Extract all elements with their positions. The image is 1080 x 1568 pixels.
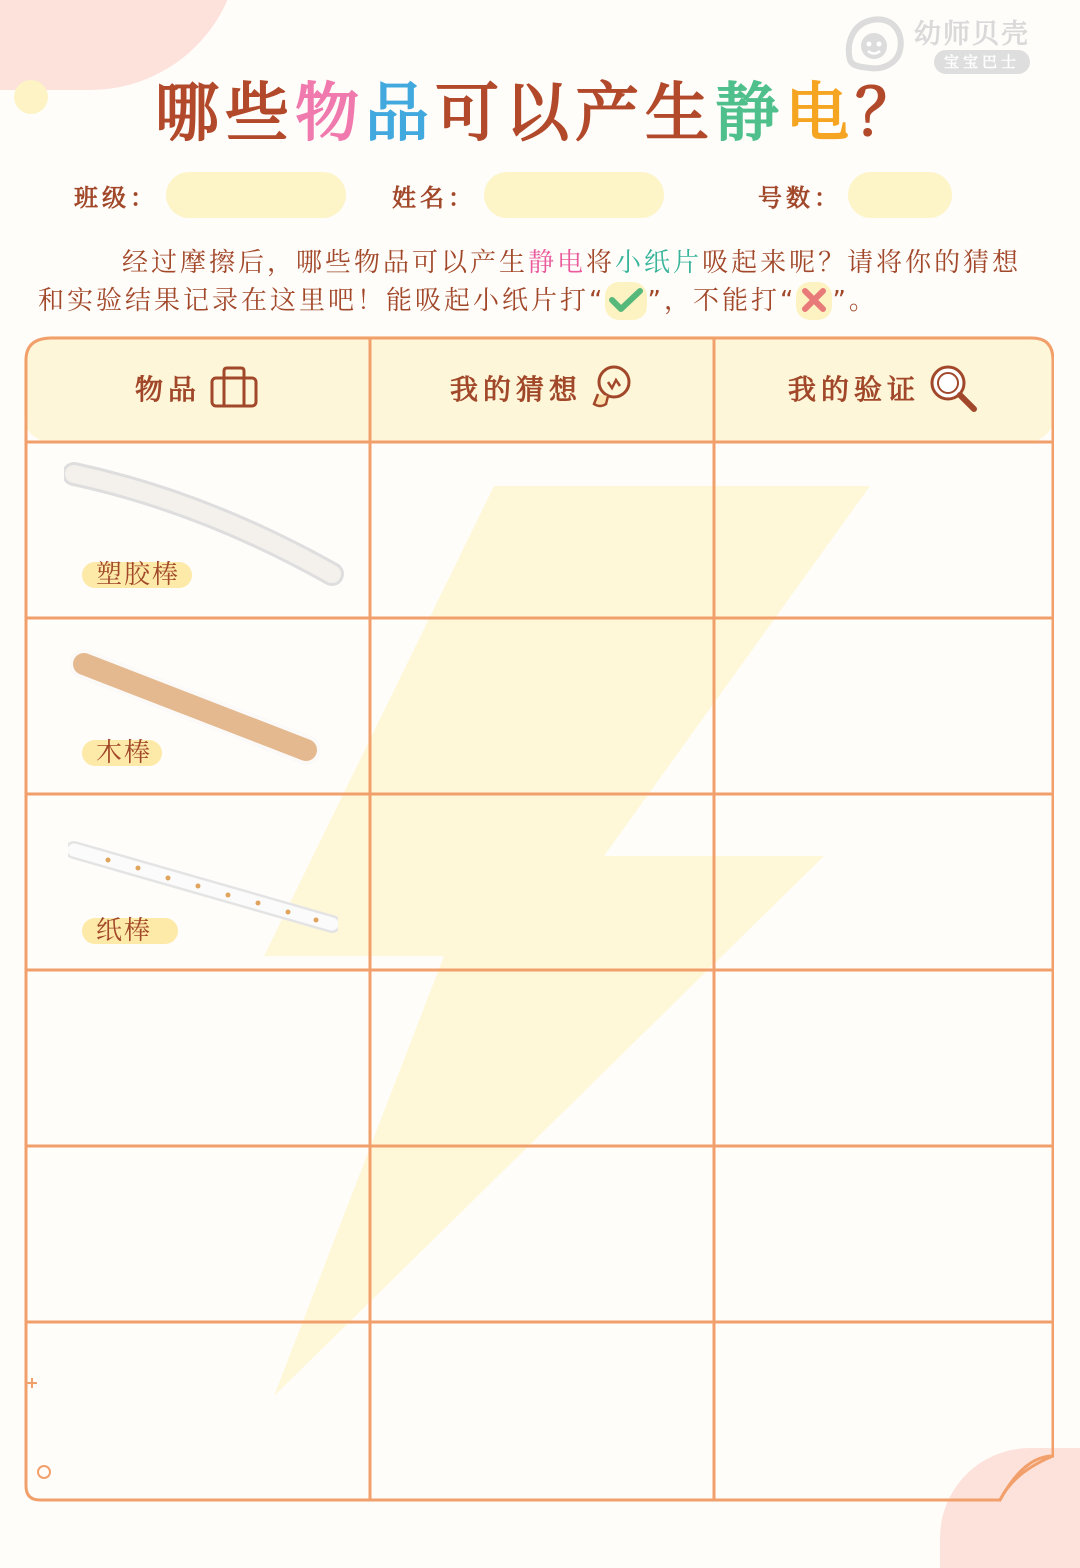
intro-text: 经过摩擦后，哪些物品可以产生 xyxy=(122,248,529,278)
title-part: 品 xyxy=(365,77,435,151)
header-label: 物品 xyxy=(134,373,201,406)
blank-item-cell[interactable] xyxy=(24,970,370,1146)
verify-cell[interactable] xyxy=(714,1146,1054,1322)
intro-text: ”，不能打“ xyxy=(647,286,797,316)
item-row-plastic xyxy=(24,442,368,614)
keyword-paper: 小纸片 xyxy=(615,248,703,278)
brand-sub: 宝宝巴士 xyxy=(934,50,1030,74)
check-icon xyxy=(609,287,643,313)
blank-item-cell[interactable] xyxy=(24,1146,370,1322)
header-label: 我的猜想 xyxy=(449,373,582,406)
guess-cell[interactable] xyxy=(370,618,714,794)
name-label: 姓名： xyxy=(392,184,476,212)
magnifier-icon xyxy=(928,363,980,413)
class-label: 班级： xyxy=(74,184,158,212)
intro-text: 将 xyxy=(586,248,616,278)
brand-name: 幼师贝壳 xyxy=(914,19,1030,50)
item-label: 木棒 xyxy=(96,732,152,769)
guess-cell[interactable] xyxy=(370,970,714,1146)
title-part: ？ xyxy=(855,77,925,151)
verify-cell[interactable] xyxy=(714,794,1054,970)
header-label: 我的验证 xyxy=(787,373,920,406)
number-label: 号数： xyxy=(758,184,842,212)
title-part: 物 xyxy=(295,77,365,151)
header-verify xyxy=(714,336,1054,440)
bag-icon xyxy=(209,366,259,410)
number-field[interactable] xyxy=(848,172,952,218)
intro-text: ”。 xyxy=(832,286,878,316)
student-info-row xyxy=(0,172,1080,220)
guess-cell[interactable] xyxy=(370,794,714,970)
title-part: 哪些 xyxy=(155,77,295,151)
title-part: 静 xyxy=(715,77,785,151)
item-label: 纸棒 xyxy=(96,910,152,947)
verify-cell[interactable] xyxy=(714,442,1054,618)
guess-cell[interactable] xyxy=(370,442,714,618)
guess-cell[interactable] xyxy=(370,1322,714,1498)
instructions xyxy=(38,244,1048,320)
record-table xyxy=(24,336,1054,1502)
guess-cell[interactable] xyxy=(370,1146,714,1322)
item-row-wooden xyxy=(24,618,368,790)
title-part: 可以产生 xyxy=(435,77,715,151)
verify-cell[interactable] xyxy=(714,618,1054,794)
header-guess xyxy=(370,336,714,440)
name-field[interactable] xyxy=(484,172,664,218)
class-field[interactable] xyxy=(166,172,346,218)
header-item xyxy=(24,336,370,440)
title-part: 电 xyxy=(785,77,855,151)
intro-text: 吸起来呢？请将你的猜想和实验结果记录在这里吧！能吸起小纸片打“ xyxy=(38,248,1022,316)
keyword-static: 静电 xyxy=(528,248,587,278)
page-title xyxy=(0,62,1080,154)
verify-cell[interactable] xyxy=(714,970,1054,1146)
blank-item-cell[interactable] xyxy=(24,1322,370,1498)
item-label: 塑胶棒 xyxy=(96,554,180,591)
cross-icon xyxy=(800,287,828,313)
lightbulb-icon xyxy=(590,364,634,412)
verify-cell[interactable] xyxy=(714,1322,1014,1452)
item-row-paper xyxy=(24,794,368,966)
